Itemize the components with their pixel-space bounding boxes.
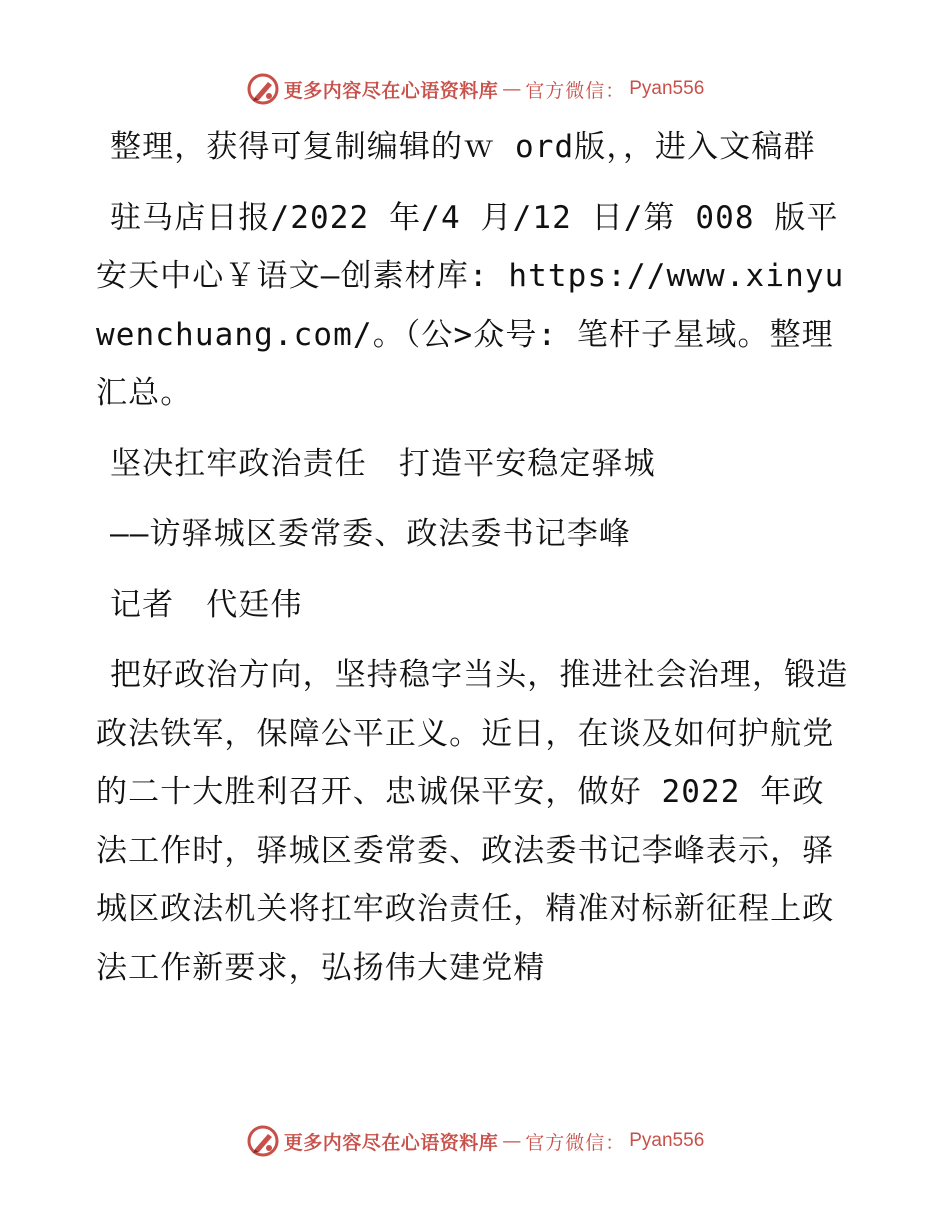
header-watermark <box>0 72 950 106</box>
watermark-wechat-id: Pyan556 <box>629 78 705 99</box>
footer-watermark <box>0 1124 950 1158</box>
watermark-wechat-label: 官方微信： <box>525 79 626 102</box>
article-title: 坚决扛牢政治责任 打造平安稳定驿城 <box>110 445 656 482</box>
red-pen-logo-icon <box>246 72 280 106</box>
article-byline: 记者 代廷伟 <box>110 586 303 623</box>
watermark-brand-text: 更多内容尽在心语资料库 <box>283 79 499 102</box>
watermark-dash: — <box>502 78 522 100</box>
document-body <box>96 118 852 1009</box>
paragraph-source: 驻马店日报/2022 年/4 月/12 日/第 008 版平安天中心￥语文—创素材库: https://www.xinyuwenchuang.com/。（公>众号: 笔杆子星域。整理汇总。 <box>96 199 845 411</box>
article-subtitle: ——访驿城区委常委、政法委书记李峰 <box>110 516 632 552</box>
red-pen-logo-icon <box>246 1124 280 1158</box>
paragraph-intro: 整理，获得可复制编辑的ｗ ord版，，进入文稿群 <box>110 129 816 165</box>
watermark-dash: — <box>502 1130 522 1152</box>
watermark-brand-text: 更多内容尽在心语资料库 <box>283 1131 499 1154</box>
watermark-wechat-id: Pyan556 <box>629 1130 705 1151</box>
paragraph-body: 把好政治方向，坚持稳字当头，推进社会治理，锻造政法铁军，保障公平正义。近日，在谈及如何护航党的二十大胜利召开、忠诚保平安，做好 2022 年政法工作时，驿城区委常委、政法委书记李峰表示，驿城区政法机关将扛牢政治责任，精准对标新征程上政法工作新要求，弘扬伟大建党精 <box>96 657 849 986</box>
watermark-wechat-label: 官方微信： <box>525 1131 626 1154</box>
